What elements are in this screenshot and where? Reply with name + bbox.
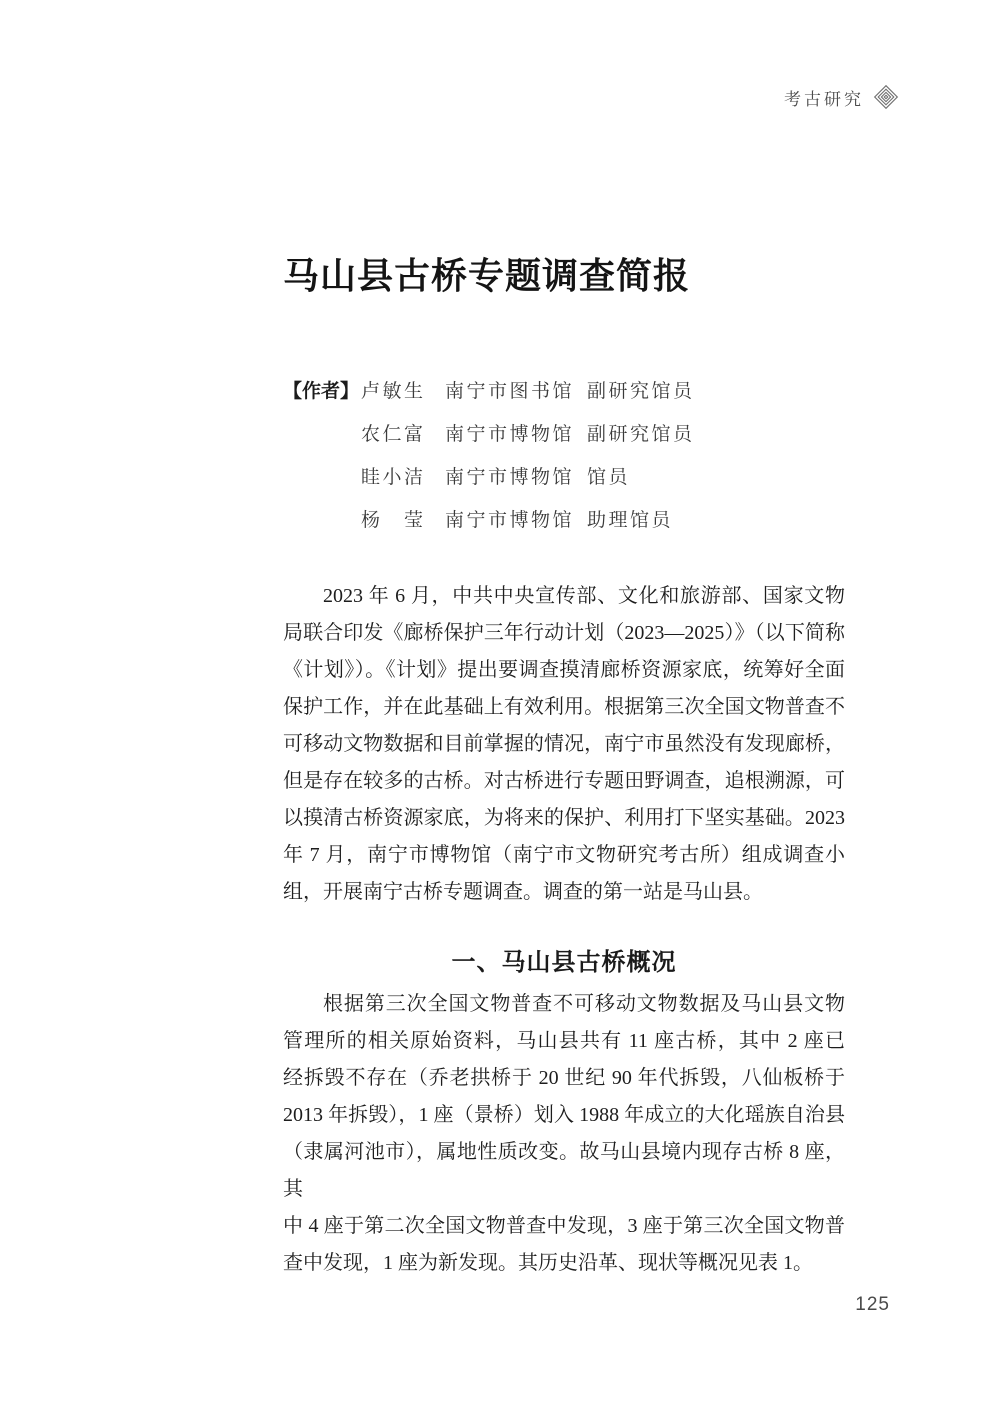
authors-label: 【作者】	[283, 381, 360, 402]
author-job-title: 副研究馆员	[587, 424, 695, 445]
authors-block	[283, 368, 695, 540]
paragraph-line: 根据第三次全国文物普查不可移动文物数据及马山县文物	[323, 993, 845, 1015]
intro-paragraph	[283, 578, 845, 911]
author-name: 眭小洁	[361, 467, 426, 488]
section-heading: 一、马山县古桥概况	[451, 949, 677, 976]
paragraph-line: 年 7 月，南宁市博物馆（南宁市文物研究考古所）组成调查小	[283, 844, 845, 866]
running-head	[784, 84, 899, 110]
running-head-section-title: 考古研究	[784, 89, 864, 109]
author-row	[283, 497, 695, 540]
author-job-title: 助理馆员	[587, 510, 674, 531]
paragraph-line: 以摸清古桥资源家底，为将来的保护、利用打下坚实基础。2023	[283, 807, 845, 829]
paragraph-line: 《计划》）。《计划》提出要调查摸清廊桥资源家底，统筹好全面	[283, 659, 845, 681]
author-job-title: 馆员	[587, 467, 631, 488]
author-affiliation: 南宁市图书馆	[445, 381, 575, 402]
paragraph-line: 但是存在较多的古桥。对古桥进行专题田野调查，追根溯源，可	[283, 770, 845, 792]
author-name: 卢敏生	[361, 381, 426, 402]
author-row	[283, 454, 695, 497]
author-name: 农仁富	[361, 424, 426, 445]
paragraph-line: 局联合印发《廊桥保护三年行动计划（2023—2025）》（以下简称	[283, 622, 845, 644]
author-affiliation: 南宁市博物馆	[445, 424, 575, 445]
paragraph-line: 管理所的相关原始资料，马山县共有 11 座古桥，其中 2 座已	[283, 1030, 845, 1052]
overview-paragraph	[283, 986, 845, 1282]
paragraph-line: 中 4 座于第二次全国文物普查中发现，3 座于第三次全国文物普	[283, 1215, 845, 1237]
article-title: 马山县古桥专题调查简报	[283, 256, 691, 296]
concentric-diamond-icon	[873, 84, 899, 110]
author-name: 杨 莹	[361, 510, 426, 531]
author-affiliation: 南宁市博物馆	[445, 510, 575, 531]
author-job-title: 副研究馆员	[587, 381, 695, 402]
paragraph-line: （隶属河池市），属地性质改变。故马山县境内现存古桥 8 座，其	[283, 1141, 845, 1200]
author-row	[283, 368, 695, 411]
paragraph-line: 组，开展南宁古桥专题调查。调查的第一站是马山县。	[283, 881, 763, 903]
author-affiliation: 南宁市博物馆	[445, 467, 575, 488]
paragraph-line: 2023 年 6 月，中共中央宣传部、文化和旅游部、国家文物	[323, 585, 845, 607]
paragraph-line: 2013 年拆毁），1 座（景桥）划入 1988 年成立的大化瑶族自治县	[283, 1104, 845, 1126]
page-number: 125	[855, 1294, 890, 1315]
paragraph-line: 可移动文物数据和目前掌握的情况，南宁市虽然没有发现廊桥，	[283, 733, 845, 755]
author-row	[283, 411, 695, 454]
paragraph-line: 经拆毁不存在（乔老拱桥于 20 世纪 90 年代拆毁，八仙板桥于	[283, 1067, 845, 1089]
paragraph-line: 保护工作，并在此基础上有效利用。根据第三次全国文物普查不	[283, 696, 845, 718]
paragraph-line: 查中发现，1 座为新发现。其历史沿革、现状等概况见表 1。	[283, 1252, 813, 1274]
